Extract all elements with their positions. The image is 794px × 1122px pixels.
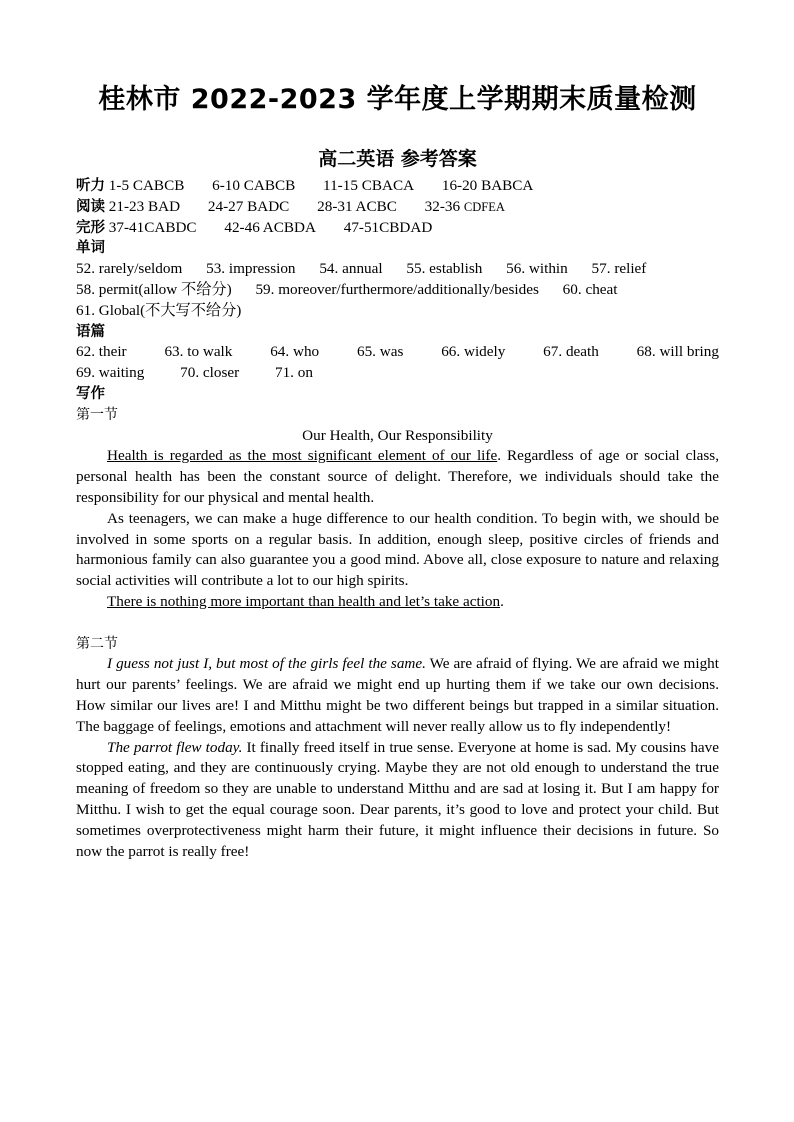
paragraph-text: . Regardless of age or social class, personal health has been the constant source of delight. Therefore, we individuals should take the responsibility for our physical and mental health. xyxy=(76,447,719,506)
grammar-line xyxy=(76,342,719,363)
essay-title: Our Health, Our Responsibility xyxy=(302,426,493,444)
grammar-item: 71. on xyxy=(274,364,313,382)
page-title: 桂林市 2022-2023 学年度上学期期末质量检测 xyxy=(98,84,697,115)
italic-sentence: I guess not just I, but most of the girls feel the same. xyxy=(107,655,426,673)
grammar-item: 64. who xyxy=(270,343,320,361)
vocab-item: 53. impression xyxy=(206,260,296,278)
paragraph-text: We are afraid of flying. We are afraid we might hurt our parents’ feelings. We are afraid we might end up hurting them if we take our own decisions. How similar our lives are! I and Mitthu might be two different beings but trapped in a similar situation. The baggage of feelings, emotions and attachment will never really allow us to fly independently! xyxy=(76,655,719,735)
section-2-label: 第二节 xyxy=(76,635,118,652)
grammar-label: 语篇 xyxy=(76,323,105,340)
underlined-sentence: Health is regarded as the most significant element of our life xyxy=(107,447,498,465)
listening-label: 听力 xyxy=(76,178,105,194)
cloze-label: 完形 xyxy=(76,219,105,236)
answer-group: 21-23 BAD xyxy=(108,197,181,215)
vocab-item: 61. Global(不大写不给分) xyxy=(76,301,242,319)
vocab-item: 58. permit(allow 不给分) xyxy=(76,280,232,298)
answer-group: 42-46 ACBDA xyxy=(224,218,316,236)
answer-group: 11-15 CBACA xyxy=(323,177,415,194)
grammar-item: 70. closer xyxy=(180,364,240,382)
grammar-item: 65. was xyxy=(356,343,404,361)
essay-paragraph: As teenagers, we can make a huge difference to our health condition. To begin with, we should be involved in some sports on a regular basis. In addition, enough sleep, positive circles of friends and harmonious family can also guarantee you a good mind. Above all, close exposure to nature and relaxing social activities will contribute a lot to our high spirits. xyxy=(76,509,719,590)
vocab-item: 54. annual xyxy=(319,260,383,278)
vocab-item: 59. moreover/furthermore/additionally/besides xyxy=(255,280,539,298)
vocab-line xyxy=(76,280,719,301)
grammar-item: 63. to walk xyxy=(164,343,233,361)
vocab-line xyxy=(76,259,719,280)
grammar-item: 62. their xyxy=(76,343,127,361)
writing-label: 写作 xyxy=(76,385,105,402)
story-paragraph xyxy=(76,654,719,737)
italic-sentence: The parrot flew today. xyxy=(107,738,243,756)
answer-group: 1-5 CABCB xyxy=(108,177,185,194)
vocab-line xyxy=(76,301,719,322)
answer-group: 37-41CABDC xyxy=(108,218,197,236)
answer-group: 32-36 xyxy=(424,197,461,215)
paragraph-text: It finally freed itself in true sense. Everyone at home is sad. My cousins have stopped eating, and they are continuously crying. Maybe they are not old enough to understand the true meaning of freedom so they are unable to understand Mitthu and are sad at losing it. But I am happy for Mitthu. I wish to get the equal courage soon. Dear parents, it’s good to love and protect your child. But sometimes overprotectiveness might harm their future, it might influence their decisions in future. So now the parrot is really free! xyxy=(76,738,719,860)
grammar-item: 67. death xyxy=(543,343,599,361)
vocab-item: 57. relief xyxy=(591,260,647,278)
vocab-item: 52. rarely/seldom xyxy=(76,260,183,278)
reading-row xyxy=(76,197,719,218)
answer-group: 24-27 BADC xyxy=(207,197,290,215)
answer-group: 16-20 BABCA xyxy=(441,177,534,194)
grammar-line xyxy=(76,363,719,384)
grammar-item: 68. will bring xyxy=(636,343,719,361)
grammar-item: 69. waiting xyxy=(76,364,145,382)
vocab-item: 60. cheat xyxy=(562,280,618,298)
answer-lines xyxy=(76,176,719,862)
grammar-item: 66. widely xyxy=(441,343,506,361)
essay-paragraph xyxy=(76,592,719,613)
paragraph-text: . xyxy=(500,592,504,610)
vocab-label: 单词 xyxy=(76,240,105,257)
answer-group: 47-51CBDAD xyxy=(343,218,433,236)
story-paragraph xyxy=(76,738,719,863)
essay-paragraph xyxy=(76,446,719,508)
listening-row xyxy=(76,176,719,197)
vocab-item: 55. establish xyxy=(406,260,483,278)
section-1-label: 第一节 xyxy=(76,406,118,423)
answer-sheet xyxy=(76,82,719,862)
answer-group-tail: CDFEA xyxy=(463,199,505,214)
underlined-sentence: There is nothing more important than health and let’s take action xyxy=(107,592,501,610)
answer-group: 28-31 ACBC xyxy=(317,197,397,215)
reading-label: 阅读 xyxy=(76,198,105,215)
page-subtitle: 高二英语 参考答案 xyxy=(318,148,477,170)
answer-group: 6-10 CABCB xyxy=(212,177,296,194)
cloze-row xyxy=(76,218,719,239)
vocab-item: 56. within xyxy=(506,260,568,278)
